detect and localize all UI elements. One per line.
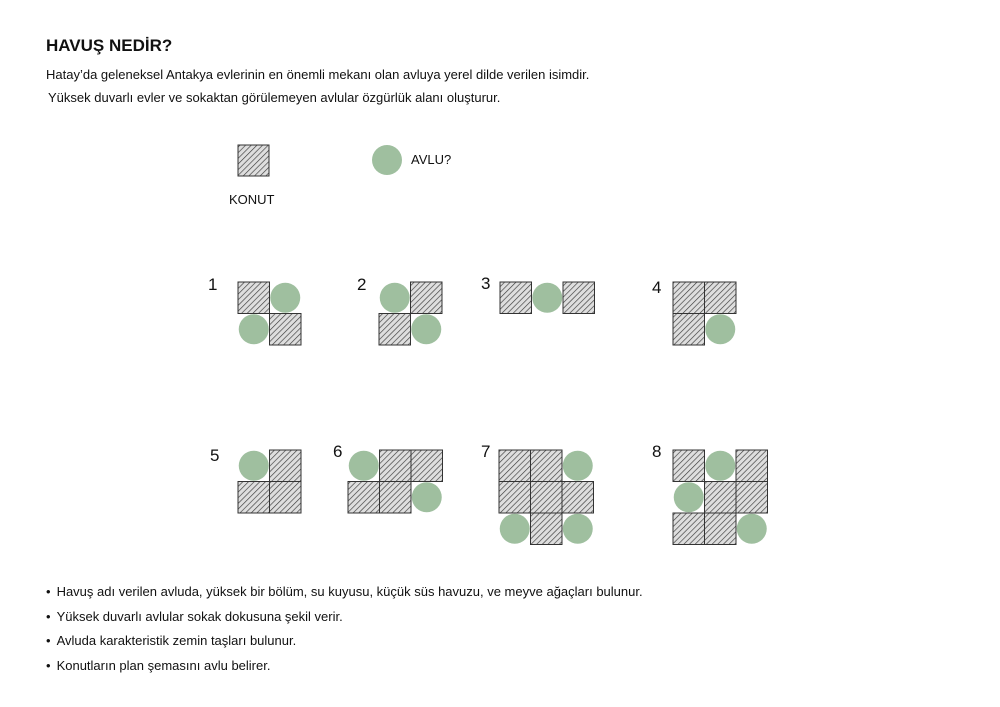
courtyard-circle	[563, 451, 593, 481]
house-block	[348, 482, 380, 514]
diagram-number: 7	[481, 442, 491, 461]
diagram-8	[652, 442, 768, 545]
diagram-number: 6	[333, 442, 343, 461]
diagram-number: 8	[652, 442, 662, 461]
legend-courtyard-swatch	[372, 145, 402, 175]
courtyard-circle	[705, 451, 735, 481]
house-block	[270, 450, 302, 482]
house-block	[270, 314, 302, 346]
house-block	[673, 513, 705, 545]
house-block	[705, 513, 737, 545]
house-block	[736, 450, 768, 482]
house-block	[531, 450, 563, 482]
house-block	[499, 450, 531, 482]
house-block	[238, 282, 270, 314]
house-block	[499, 482, 531, 514]
courtyard-circle	[737, 514, 767, 544]
diagram-4	[652, 278, 736, 345]
house-block	[673, 314, 705, 346]
courtyard-circle	[674, 482, 704, 512]
courtyard-circle	[532, 283, 562, 313]
intro-line-1: Hatay’da geleneksel Antakya evlerinin en önemli mekanı olan avluya yerel dilde verilen isimdir.	[46, 67, 590, 82]
house-block	[705, 282, 737, 314]
house-block	[238, 482, 270, 514]
legend-house-swatch	[238, 145, 269, 176]
bullet-item: • Avluda karakteristik zemin taşları bulunur.	[46, 633, 643, 649]
house-block	[500, 282, 532, 314]
house-block	[531, 513, 563, 545]
bullet-list	[46, 584, 643, 682]
diagram-number: 5	[210, 446, 220, 465]
courtyard-circle	[411, 314, 441, 344]
courtyard-circle	[705, 314, 735, 344]
diagram-number: 4	[652, 278, 662, 297]
house-block	[379, 314, 411, 346]
house-block	[673, 450, 705, 482]
courtyard-circle	[500, 514, 530, 544]
house-block	[411, 282, 443, 314]
bullet-item: • Havuş adı verilen avluda, yüksek bir bölüm, su kuyusu, küçük süs havuzu, ve meyve ağaçları bulunur.	[46, 584, 643, 600]
diagram-1	[208, 275, 301, 345]
intro-line-2: Yüksek duvarlı evler ve sokaktan görülemeyen avlular özgürlük alanı oluşturur.	[48, 90, 501, 105]
courtyard-circle	[563, 514, 593, 544]
diagram-7	[481, 442, 594, 545]
house-block	[736, 482, 768, 514]
courtyard-circle	[270, 283, 300, 313]
house-block	[380, 482, 412, 514]
diagram-2	[357, 275, 442, 345]
house-block	[531, 482, 563, 514]
house-block	[673, 282, 705, 314]
house-block	[563, 282, 595, 314]
courtyard-circle	[349, 451, 379, 481]
courtyard-circle	[239, 451, 269, 481]
courtyard-circle	[239, 314, 269, 344]
diagram-6	[333, 442, 443, 513]
diagram-number: 3	[481, 274, 491, 293]
diagram-number: 1	[208, 275, 218, 294]
legend-courtyard-label: AVLU?	[411, 152, 452, 167]
house-block	[562, 482, 594, 514]
house-block	[270, 482, 302, 514]
bullet-item: • Yüksek duvarlı avlular sokak dokusuna şekil verir.	[46, 609, 643, 625]
house-block	[380, 450, 412, 482]
courtyard-circle	[380, 283, 410, 313]
house-block	[411, 450, 443, 482]
page-title: HAVUŞ NEDİR?	[46, 36, 173, 55]
house-block	[705, 482, 737, 514]
legend-house-label: KONUT	[229, 192, 275, 207]
bullet-item: • Konutların plan şemasını avlu belirer.	[46, 658, 643, 674]
courtyard-circle	[412, 482, 442, 512]
diagram-number: 2	[357, 275, 367, 294]
diagram-3	[481, 274, 595, 314]
diagram-5	[210, 446, 301, 513]
